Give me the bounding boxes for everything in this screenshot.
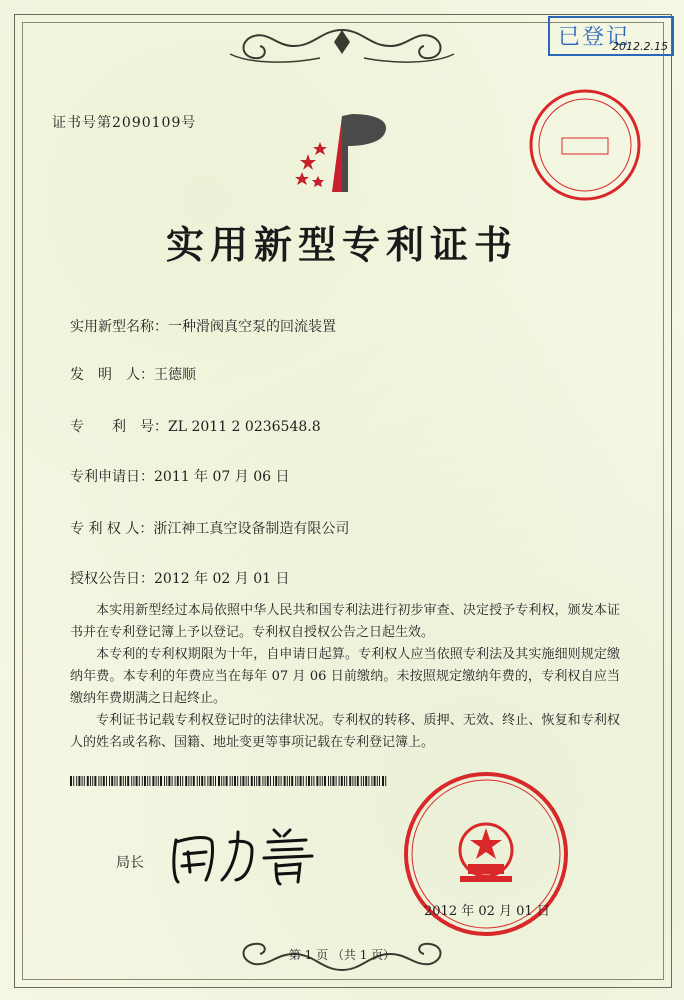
barcode-bar xyxy=(82,776,83,786)
field-utility-model-name xyxy=(70,316,336,336)
barcode-bar xyxy=(199,776,200,786)
barcode-bar xyxy=(341,776,343,786)
barcode-bar xyxy=(357,776,359,786)
barcode-bar xyxy=(114,776,115,786)
barcode-bar xyxy=(101,776,102,786)
registered-stamp-text: 已登记 xyxy=(558,25,631,50)
field-value: ZL 2011 2 0236548.8 xyxy=(168,419,321,435)
barcode-bar xyxy=(265,776,266,786)
barcode-bar xyxy=(109,776,110,786)
barcode-bar xyxy=(175,776,176,786)
barcode-bar xyxy=(281,776,282,786)
field-label: 发 明 人： xyxy=(70,367,154,383)
barcode-bar xyxy=(160,776,162,786)
barcode-bar xyxy=(152,776,154,786)
patent-office-logo xyxy=(290,112,400,198)
barcode-bar xyxy=(361,776,362,786)
barcode-bar xyxy=(125,776,126,786)
barcode-bar xyxy=(382,776,384,786)
barcode-bar xyxy=(204,776,205,786)
barcode-bar xyxy=(379,776,380,786)
barcode-bar xyxy=(291,776,293,786)
certificate-body xyxy=(70,600,620,754)
barcode-bar xyxy=(201,776,203,786)
body-paragraph: 本专利的专利权期限为十年，自申请日起算。专利权人应当依照专利法及其实施细则规定缴纳年费。本专利的年费应当在每年 07 月 06 日前缴纳。未按照规定缴纳年费的，专利权自应当缴纳年费期满之日起终止。 xyxy=(70,647,620,706)
barcode-bar xyxy=(300,776,302,786)
field-label: 授权公告日： xyxy=(70,571,154,587)
barcode-bar xyxy=(374,776,376,786)
barcode-bar xyxy=(240,776,241,786)
barcode-bar xyxy=(139,776,140,786)
barcode-bar xyxy=(185,776,187,786)
field-label: 实用新型名称： xyxy=(70,319,168,335)
barcode-bar xyxy=(98,776,99,786)
top-ornament xyxy=(210,24,474,70)
tax-seal-stamp xyxy=(526,86,644,204)
barcode-bar xyxy=(158,776,159,786)
barcode-bar xyxy=(210,776,212,786)
barcode-bar xyxy=(230,776,231,786)
barcode-bar xyxy=(242,776,244,786)
barcode-bar xyxy=(273,776,274,786)
body-paragraph: 本实用新型经过本局依照中华人民共和国专利法进行初步审查、决定授予专利权，颁发本证书并在专利登记簿上予以登记。专利权自授权公告之日起生效。 xyxy=(70,603,620,640)
barcode-bar xyxy=(87,776,89,786)
barcode-bar xyxy=(188,776,189,786)
barcode-bar xyxy=(103,776,105,786)
barcode-bar xyxy=(275,776,277,786)
field-value: 王德顺 xyxy=(154,367,196,383)
registered-stamp-date: 2012.2.15 xyxy=(612,40,668,53)
barcode-bar xyxy=(237,776,238,786)
barcode-bar xyxy=(149,776,150,786)
barcode-bar xyxy=(289,776,290,786)
barcode-bar xyxy=(346,776,347,786)
barcode-bar xyxy=(92,776,93,786)
barcode-bar xyxy=(172,776,173,786)
barcode-bar xyxy=(73,776,74,786)
body-paragraph: 专利证书记载专利权登记时的法律状况。专利权的转移、质押、无效、终止、恢复和专利权人的姓名或名称、国籍、地址变更等事项记载在专利登记簿上。 xyxy=(70,713,620,750)
barcode-bar xyxy=(182,776,183,786)
barcode-bar xyxy=(166,776,167,786)
barcode-bar xyxy=(136,776,138,786)
barcode-bar xyxy=(349,776,351,786)
barcode-bar xyxy=(248,776,249,786)
barcode-bar xyxy=(111,776,113,786)
barcode-bar xyxy=(251,776,253,786)
barcode-bar xyxy=(371,776,372,786)
field-value: 浙江神工真空设备制造有限公司 xyxy=(153,521,350,537)
barcode-bar xyxy=(336,776,337,786)
barcode-bar xyxy=(320,776,321,786)
barcode-bar xyxy=(156,776,157,786)
barcode-bar xyxy=(258,776,260,786)
barcode-bar xyxy=(142,776,143,786)
barcode-bar xyxy=(90,776,91,786)
barcode-bar xyxy=(147,776,148,786)
barcode-bar xyxy=(218,776,220,786)
field-patent-number xyxy=(70,416,321,436)
barcode-bar xyxy=(324,776,326,786)
barcode-bar xyxy=(78,776,80,786)
barcode-bar xyxy=(223,776,224,786)
field-patentee xyxy=(70,518,349,538)
seal-date: 2012 年 02 月 01 日 xyxy=(424,904,550,919)
barcode-bar xyxy=(377,776,378,786)
barcode-bar xyxy=(267,776,269,786)
barcode-bar xyxy=(270,776,271,786)
barcode-bar xyxy=(368,776,369,786)
barcode-bar xyxy=(234,776,236,786)
field-label: 专利申请日： xyxy=(70,469,154,485)
field-value: 一种滑阀真空泵的回流装置 xyxy=(168,319,336,335)
barcode-bar xyxy=(131,776,132,786)
barcode-bar xyxy=(295,776,296,786)
barcode-bar xyxy=(332,776,334,786)
director-label: 局长 xyxy=(116,855,144,871)
field-value: 2011 年 07 月 06 日 xyxy=(154,469,290,485)
barcode-bar xyxy=(84,776,85,786)
barcode-bar xyxy=(254,776,255,786)
barcode-bar xyxy=(355,776,356,786)
barcode-bar xyxy=(262,776,263,786)
field-application-date xyxy=(70,466,290,486)
barcode-bar xyxy=(70,776,72,786)
barcode-bar xyxy=(330,776,331,786)
barcode-bar xyxy=(106,776,107,786)
certificate-number: 证书号第2090109号 xyxy=(52,115,197,131)
barcode-bar xyxy=(215,776,216,786)
registered-stamp xyxy=(548,16,674,56)
barcode-bar xyxy=(284,776,286,786)
barcode-bar xyxy=(207,776,208,786)
barcode-bar xyxy=(191,776,192,786)
barcode-bar xyxy=(365,776,367,786)
field-label: 专 利 号： xyxy=(70,419,168,435)
page-number: 第 1 页 （共 1 页） xyxy=(288,948,396,962)
director-signature xyxy=(166,822,326,892)
barcode-bar xyxy=(344,776,345,786)
barcode-bar xyxy=(180,776,181,786)
barcode-bar xyxy=(232,776,233,786)
barcode xyxy=(70,776,388,786)
barcode-bar xyxy=(313,776,314,786)
barcode-bar xyxy=(256,776,257,786)
barcode-bar xyxy=(308,776,310,786)
field-value: 2012 年 02 月 01 日 xyxy=(154,571,290,587)
barcode-bar xyxy=(297,776,298,786)
barcode-bar xyxy=(94,776,96,786)
barcode-bar xyxy=(197,776,198,786)
barcode-bar xyxy=(352,776,353,786)
barcode-bar xyxy=(226,776,228,786)
barcode-bar xyxy=(133,776,134,786)
barcode-bar xyxy=(306,776,307,786)
barcode-bar xyxy=(363,776,364,786)
barcode-bar xyxy=(193,776,195,786)
barcode-bar xyxy=(120,776,122,786)
barcode-bar xyxy=(339,776,340,786)
barcode-bar xyxy=(168,776,170,786)
barcode-bar xyxy=(177,776,179,786)
field-grant-date xyxy=(70,568,290,588)
barcode-bar xyxy=(303,776,304,786)
barcode-bar xyxy=(117,776,118,786)
barcode-bar xyxy=(316,776,318,786)
director-signature-text: 田力普 xyxy=(166,822,169,823)
barcode-bar xyxy=(287,776,288,786)
barcode-bar xyxy=(246,776,247,786)
barcode-bar xyxy=(123,776,124,786)
certificate-title: 实用新型专利证书 xyxy=(165,223,518,267)
field-label: 专 利 权 人： xyxy=(70,521,154,537)
barcode-bar xyxy=(322,776,323,786)
barcode-bar xyxy=(311,776,312,786)
barcode-bar xyxy=(385,776,386,786)
barcode-bar xyxy=(164,776,165,786)
field-inventor xyxy=(70,364,196,384)
barcode-bar xyxy=(213,776,214,786)
barcode-bar xyxy=(221,776,222,786)
barcode-bar xyxy=(127,776,129,786)
barcode-bar xyxy=(278,776,279,786)
barcode-bar xyxy=(328,776,329,786)
barcode-bar xyxy=(144,776,146,786)
barcode-bar xyxy=(76,776,77,786)
